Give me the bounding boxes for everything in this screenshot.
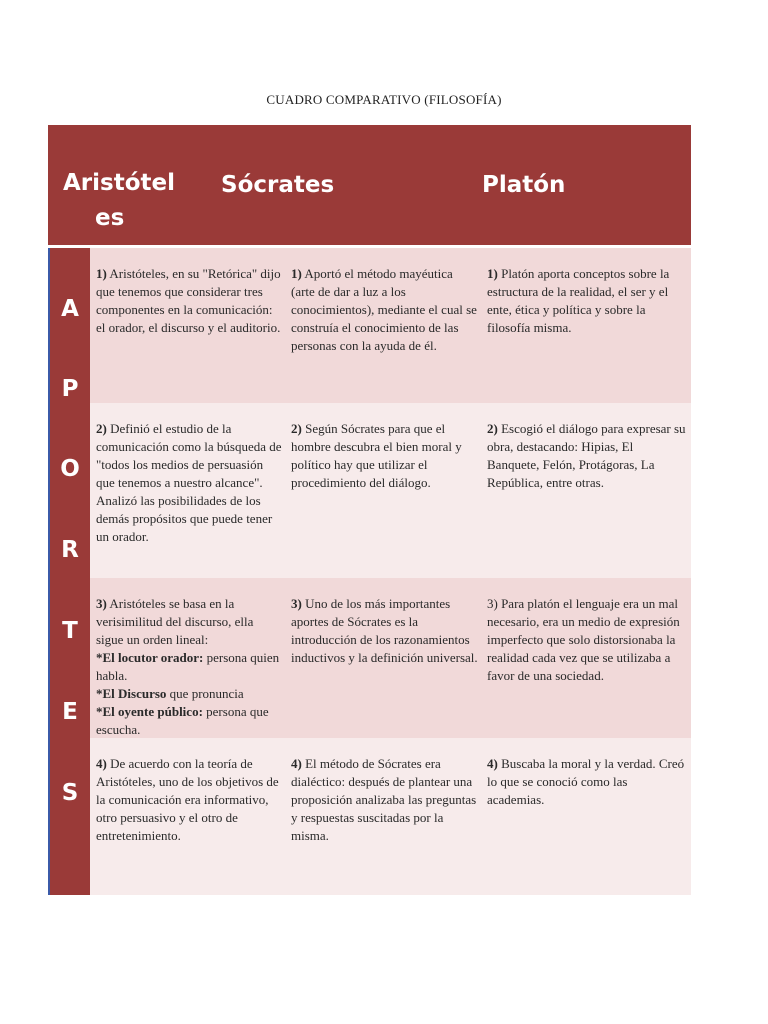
table-header [48, 125, 691, 248]
side-letter: O [60, 456, 80, 482]
cell-platon: 2) Escogió el diálogo para expresar su obra, destacando: Hipias, El Banquete, Felón, Protágoras, La República, entre otras. [487, 421, 686, 490]
cell-platon: 4) Buscaba la moral y la verdad. Creó lo que se conoció como las academias. [487, 756, 685, 807]
table-row [90, 403, 691, 578]
cell-socrates: 4) El método de Sócrates era dialéctico: después de plantear una proposición analizaba las preguntas y respuestas suscitadas por la misma. [291, 756, 477, 843]
side-letter: S [61, 780, 79, 806]
header-aristoteles: Aristótel es [63, 170, 175, 231]
side-letter: E [62, 699, 78, 725]
cell-platon: 3) Para platón el lenguaje era un mal necesario, era un medio de expresión imperfecto que solo distorsionaba la realidad cada vez que se utilizaba a favor de una sociedad. [487, 596, 680, 683]
side-letter: A [61, 296, 79, 322]
cell-platon: 1) Platón aporta conceptos sobre la estructura de la realidad, el ser y el ente, ética y política y sobre la filosofía misma. [487, 266, 670, 335]
side-letter: R [61, 537, 79, 563]
cell-socrates: 3) Uno de los más importantes aportes de Sócrates es la introducción de los razonamientos inductivos y la definición universal. [291, 596, 478, 665]
table-row [90, 578, 691, 738]
table-row [90, 738, 691, 895]
side-letter: T [62, 618, 78, 644]
cell-socrates: 1) Aportó el método mayéutica (arte de dar a luz a los conocimientos), mediante el cual se construía el conocimiento de las personas con la ayuda de él. [291, 266, 477, 353]
document-title: CUADRO COMPARATIVO (FILOSOFÍA) [266, 92, 502, 107]
cell-aristoteles: 4) De acuerdo con la teoría de Aristóteles, uno de los objetivos de la comunicación era informativo, otro persuasivo y el otro de entretenimiento. [96, 756, 279, 843]
cell-aristoteles: 1) Aristóteles, en su "Retórica" dijo que tenemos que considerar tres componentes en la comunicación: el orador, el discurso y el auditorio. [96, 266, 281, 335]
header-socrates: Sócrates [221, 172, 335, 198]
side-letter: P [61, 376, 79, 402]
cell-aristoteles: 3) Aristóteles se basa en la verisimilitud del discurso, ella sigue un orden lineal: *El locutor orador: persona quien habla. *El Discurso que pronuncia *El oyente público: persona que escucha. [96, 596, 280, 737]
cell-socrates: 2) Según Sócrates para que el hombre descubra el bien moral y político hay que utilizar el procedimiento del diálogo. [291, 421, 462, 490]
comparison-table [48, 125, 691, 895]
cell-aristoteles: 2) Definió el estudio de la comunicación como la búsqueda de "todos los medios de persuasión que tenemos a nuestro alcance". Analizó las posibilidades de los demás propósitos que puede tener un orador. [96, 421, 282, 544]
header-platon: Platón [482, 172, 566, 198]
side-label-aportes [48, 248, 92, 895]
table-row [90, 248, 691, 403]
